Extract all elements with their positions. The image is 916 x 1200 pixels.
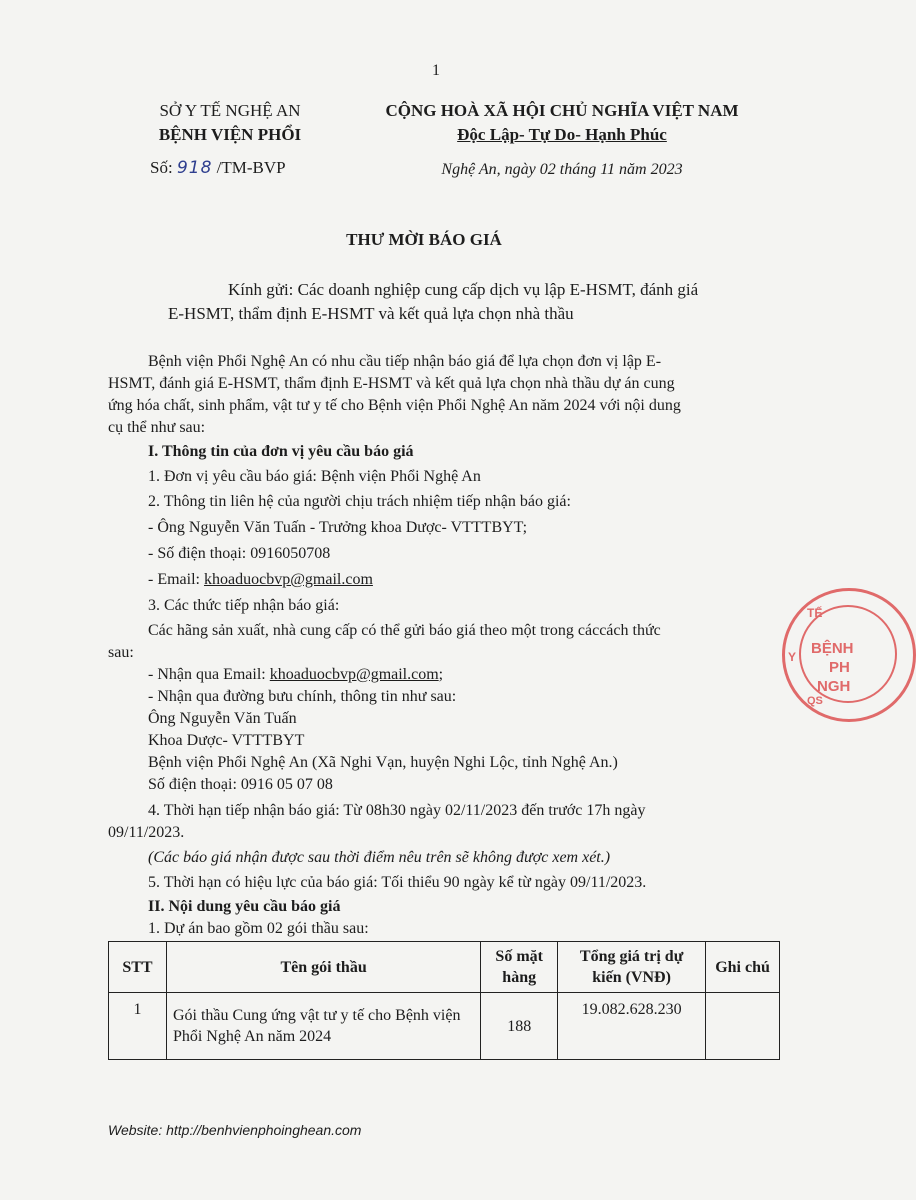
section-1-item-4-line-1: 4. Thời hạn tiếp nhận báo giá: Từ 08h30 ngày 02/11/2023 đến trước 17h ngày	[148, 802, 646, 819]
footer-website[interactable]: Website: http://benhvienphoinghean.com	[108, 1122, 362, 1138]
contact-email-line	[148, 569, 373, 591]
motto-wrap	[362, 124, 762, 146]
section-2-heading: II. Nội dung yêu cầu báo giá	[148, 898, 341, 915]
stamp-text-line-2: PH	[829, 659, 850, 676]
header-item-count-l1: Số mặt	[495, 948, 543, 965]
intro-line-4: cụ thể như sau:	[108, 419, 206, 436]
section-1-item-5: 5. Thời hạn có hiệu lực của báo giá: Tối thiểu 90 ngày kể từ ngày 09/11/2023.	[148, 874, 647, 891]
email-label: - Email:	[148, 571, 204, 588]
doc-number-prefix: Số:	[150, 158, 173, 177]
via-email-link[interactable]: khoaduocbvp@gmail.com	[269, 666, 439, 683]
post-address: Bệnh viện Phổi Nghệ An (Xã Nghi Vạn, huyện Nghi Lộc, tỉnh Nghệ An.)	[148, 754, 618, 771]
issue-date: Nghệ An, ngày 02 tháng 11 năm 2023	[441, 161, 683, 178]
via-email-label: - Nhận qua Email:	[148, 666, 270, 683]
post-phone: Số điện thoại: 0916 05 07 08	[148, 776, 333, 793]
intro-line-3: ứng hóa chất, sinh phẩm, vật tư y tế cho Bệnh viện Phổi Nghệ An năm 2024 với nội dung	[108, 397, 681, 414]
via-email-suffix: ;	[438, 666, 444, 683]
methods-line-2: sau:	[108, 644, 134, 661]
cell-estimated-value: 19.082.628.230	[558, 993, 706, 1060]
recipient-line-2: E-HSMT, thẩm định E-HSMT và kết quả lựa chọn nhà thầu	[168, 304, 574, 323]
doc-number-suffix: /TM-BVP	[216, 158, 286, 177]
stamp-text-line-3: NGH	[817, 678, 851, 695]
intro-line-1: Bệnh viện Phổi Nghệ An có nhu cầu tiếp nhận báo giá để lựa chọn đơn vị lập E-	[148, 353, 662, 370]
via-email-line	[148, 664, 443, 686]
hospital-stamp	[782, 588, 916, 722]
cell-note	[706, 993, 780, 1060]
header-note: Ghi chú	[706, 942, 780, 993]
header-value-l1: Tổng giá trị dự	[579, 948, 684, 965]
cell-stt: 1	[109, 993, 167, 1060]
recipient-line-1: Kính gửi: Các doanh nghiệp cung cấp dịch vụ lập E-HSMT, đánh giá	[228, 280, 699, 299]
via-post-line: - Nhận qua đường bưu chính, thông tin như sau:	[148, 688, 457, 705]
stamp-ring-left: Y	[788, 650, 797, 664]
post-name: Ông Nguyễn Văn Tuấn	[148, 710, 297, 727]
section-1-item-4-note: (Các báo giá nhận được sau thời điểm nêu trên sẽ không được xem xét.)	[148, 849, 611, 866]
section-1-heading: I. Thông tin của đơn vị yêu cầu báo giá	[148, 443, 414, 460]
document-title: THƯ MỜI BÁO GIÁ	[346, 230, 502, 249]
cell-package-name	[166, 993, 480, 1060]
stamp-ring-bottom: QS	[807, 695, 823, 707]
cell-item-count: 188	[481, 993, 558, 1060]
header-estimated-value	[558, 942, 706, 993]
intro-line-2: HSMT, đánh giá E-HSMT, thẩm định E-HSMT và kết quả lựa chọn nhà thầu dự án cung	[108, 375, 675, 392]
doc-number-handwritten: 918	[176, 158, 213, 178]
document-number	[150, 158, 350, 178]
contact-person: - Ông Nguyễn Văn Tuấn - Trưởng khoa Dược- VTTTBYT;	[148, 519, 528, 536]
header-package-name: Tên gói thầu	[166, 942, 480, 993]
stamp-ring-top: TẾ	[807, 606, 823, 620]
header-item-count	[481, 942, 558, 993]
section-2-item-1: 1. Dự án bao gồm 02 gói thầu sau:	[148, 920, 369, 937]
methods-line-1: Các hãng sản xuất, nhà cung cấp có thể gửi báo giá theo một trong cáccách thức	[148, 622, 661, 639]
bid-packages-table	[108, 941, 780, 1060]
contact-phone: - Số điện thoại: 0916050708	[148, 545, 331, 562]
header-value-l2: kiến (VNĐ)	[592, 969, 671, 986]
section-1-item-1: 1. Đơn vị yêu cầu báo giá: Bệnh viện Phổi Nghệ An	[148, 468, 481, 485]
header-stt: STT	[109, 942, 167, 993]
section-1-item-4-line-2: 09/11/2023.	[108, 824, 185, 841]
cell-package-name-l2: Phổi Nghệ An năm 2024	[172, 1028, 332, 1045]
section-1-item-3: 3. Các thức tiếp nhận báo giá:	[148, 597, 340, 614]
table-row	[109, 993, 780, 1060]
email-link[interactable]: khoaduocbvp@gmail.com	[203, 571, 373, 588]
post-department: Khoa Dược- VTTTBYT	[148, 732, 305, 749]
stamp-text-line-1: BỆNH	[811, 640, 854, 657]
national-motto: Độc Lập- Tự Do- Hạnh Phúc	[457, 125, 667, 144]
department-name: SỞ Y TẾ NGHỆ AN	[159, 101, 301, 120]
section-1-item-2: 2. Thông tin liên hệ của người chịu trách nhiệm tiếp nhận báo giá:	[148, 493, 571, 510]
hospital-name: BỆNH VIỆN PHỔI	[158, 125, 302, 144]
table-header-row	[109, 942, 780, 993]
page-number: 1	[432, 62, 440, 79]
national-title: CỘNG HOÀ XÃ HỘI CHỦ NGHĨA VIỆT NAM	[385, 101, 739, 120]
cell-package-name-l1: Gói thầu Cung ứng vật tư y tế cho Bệnh viện	[172, 1007, 461, 1024]
header-item-count-l2: hàng	[502, 969, 537, 986]
